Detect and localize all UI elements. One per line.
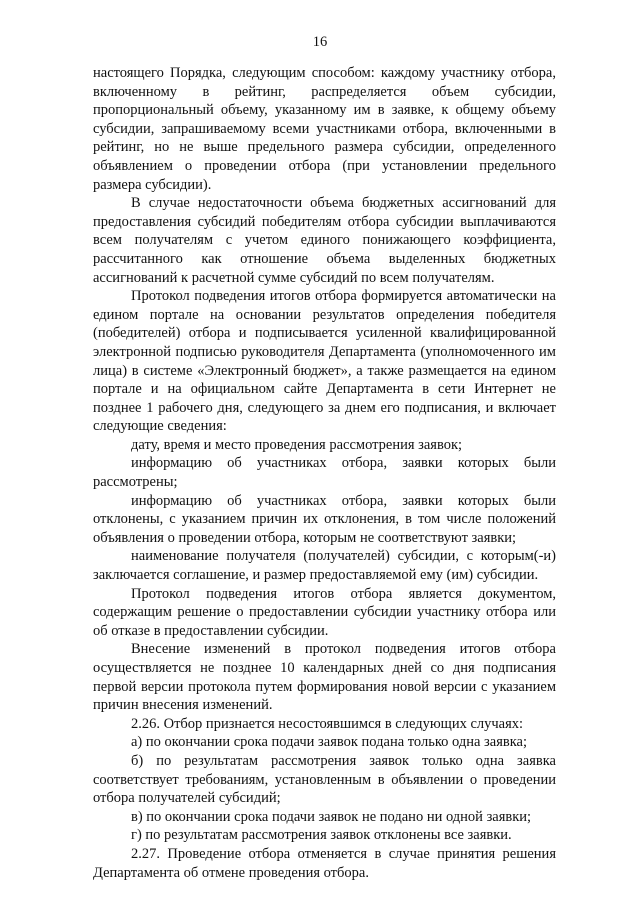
document-body: [93, 64, 556, 882]
paragraph-insufficient-funds: В случае недостаточности объема бюджетных ассигнований для предоставления субсидий победителям отбора субсидии выплачиваются всем получателям с учетом единого понижающего коэффициента, рассчитанного как отношение объема выделенных бюджетных ассигнований к расчетной сумме субсидий по всем получателям.: [93, 195, 556, 286]
paragraph-protocol-decision: Протокол подведения итогов отбора является документом, содержащим решение о предоставлении субсидии участнику отбора или об отказе в предоставлении субсидии.: [93, 585, 556, 639]
paragraph-protocol-formation: Протокол подведения итогов отбора формируется автоматически на едином портале на основании результатов определения победителя (победителей) отбора и подписывается усиленной квалифицированной электронной подписью руководителя Департамента (уполномоченного им лица) в системе «Электронный бюджет», а также размещается на едином портале и на официальном сайте Департамента в сети Интернет не позднее 1 рабочего дня, следующего за днем его подписания, и включает следующие сведения:: [93, 288, 556, 435]
list-item-rejected-participants: информацию об участниках отбора, заявки которых были отклонены, с указанием причин их отклонения, в том числе положений объявления о проведении отбора, которым не соответствуют заявки;: [93, 492, 556, 546]
paragraph-protocol-changes: Внесение изменений в протокол подведения итогов отбора осуществляется не позднее 10 календарных дней со дня подписания первой версии протокола путем формирования новой версии с указанием причин внесения изменений.: [93, 641, 556, 714]
clause-2-26-item-g: г) по результатам рассмотрения заявок отклонены все заявки.: [131, 827, 512, 844]
clause-2-26-item-v: в) по окончании срока подачи заявок не подано ни одной заявки;: [131, 808, 532, 825]
paragraph-distribution-method: настоящего Порядка, следующим способом: каждому участнику отбора, включенному в рейтинг, распределяется объем субсидии, пропорциональный объему, указанному им в заявке, к общему объему субсидии, запрашиваемому всеми участниками отбора, включенными в рейтинг, но не выше предельного размера субсидии, определенного объявлением о проведении отбора (при установлении предельного размера субсидии).: [93, 65, 556, 193]
clause-2-26-item-b: б) по результатам рассмотрения заявок только одна заявка соответствует требованиям, установленным в объявлении о проведении отбора получателей субсидий;: [93, 752, 556, 807]
list-item-date-time-place: дату, время и место проведения рассмотрения заявок;: [131, 436, 463, 453]
page-number: 16: [312, 34, 328, 50]
clause-2-26-item-a: а) по окончании срока подачи заявок подана только одна заявка;: [131, 734, 528, 751]
clause-2-27: 2.27. Проведение отбора отменяется в случае принятия решения Департамента об отмене проведения отбора.: [93, 845, 556, 881]
list-item-considered-participants: информацию об участниках отбора, заявки которых были рассмотрены;: [93, 455, 556, 491]
list-item-recipient-name: наименование получателя (получателей) субсидии, с которым(-и) заключается соглашение, и размер предоставляемой ему (им) субсидии.: [93, 548, 556, 584]
clause-2-26-heading: 2.26. Отбор признается несостоявшимся в следующих случаях:: [131, 715, 524, 732]
